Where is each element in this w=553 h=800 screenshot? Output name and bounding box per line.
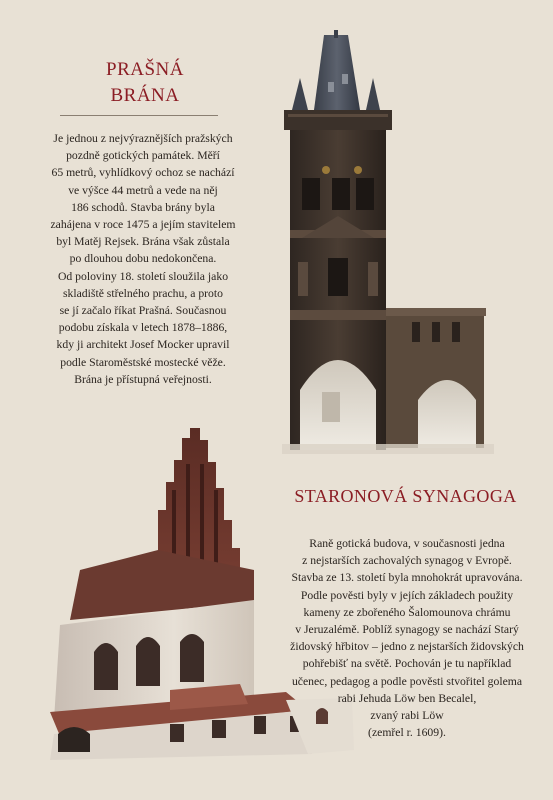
text-line: Od poloviny 18. století sloužila jako [57, 269, 229, 283]
text-line: pohřebišť na světě. Pochován je tu například [302, 657, 512, 671]
title-divider [60, 115, 218, 116]
text-line: židovský hřbitov – jedno z nejstarších židovských [290, 640, 524, 654]
text-line: zahájena v roce 1475 a jejím stavitelem [50, 218, 236, 232]
powder-tower-title [60, 57, 230, 109]
text-line: podle Staroměstské mostecké věže. [60, 355, 226, 369]
text-line: 65 metrů, vyhlídkový ochoz se nachází [51, 166, 235, 180]
text-line: z nejstarších zachovalých synagog v Evropě. [302, 554, 512, 568]
text-line: Brána je přístupná veřejnosti. [74, 372, 212, 386]
powder-tower-text [28, 130, 258, 388]
text-line: podobu získala v letech 1878–1886, [58, 321, 228, 335]
text-line: se jí začalo říkat Prašná. Současnou [59, 304, 227, 318]
synagogue-text [282, 535, 532, 741]
text-line: po dlouhou dobu nedokončena. [69, 252, 217, 266]
text-line: ve výšce 44 metrů a vede na něj [68, 183, 218, 197]
text-line: Raně gotická budova, v současnosti jedna [309, 537, 505, 550]
synagogue-title: STARONOVÁ SYNAGOGA [294, 486, 517, 506]
text-line: Je jednou z nejvýraznějších pražských [53, 132, 233, 145]
text-line: pozdně gotických památek. Měří [66, 149, 220, 163]
text-line: v Jeruzalémě. Poblíž synagogy se nachází Starý [295, 623, 519, 637]
title-line-2: BRÁNA [110, 85, 180, 106]
text-line: učenec, pedagog a podle pověsti stvořitel golema [291, 674, 523, 688]
title-line-1: PRAŠNÁ [106, 59, 184, 80]
text-line: byl Matěj Rejsek. Brána však zůstala [56, 235, 230, 249]
text-line: Podle pověsti byly v jejích základech použity [300, 588, 514, 602]
text-line: 186 schodů. Stavba brány byla [71, 200, 215, 214]
text-line: (zemřel r. 1609). [368, 726, 446, 740]
text-line: kdy ji architekt Josef Mocker upravil [56, 338, 230, 352]
text-line: kameny ze zbořeného Šalomounova chrámu [303, 605, 511, 619]
text-line: skladiště střelného prachu, a proto [62, 286, 223, 300]
powder-tower-illustration [262, 30, 494, 460]
text-line: zvaný rabi Löw [370, 709, 444, 723]
text-line: Stavba ze 13. století byla mnohokrát upravována. [291, 571, 523, 585]
text-line: rabi Jehuda Löw ben Becalel, [337, 691, 477, 705]
